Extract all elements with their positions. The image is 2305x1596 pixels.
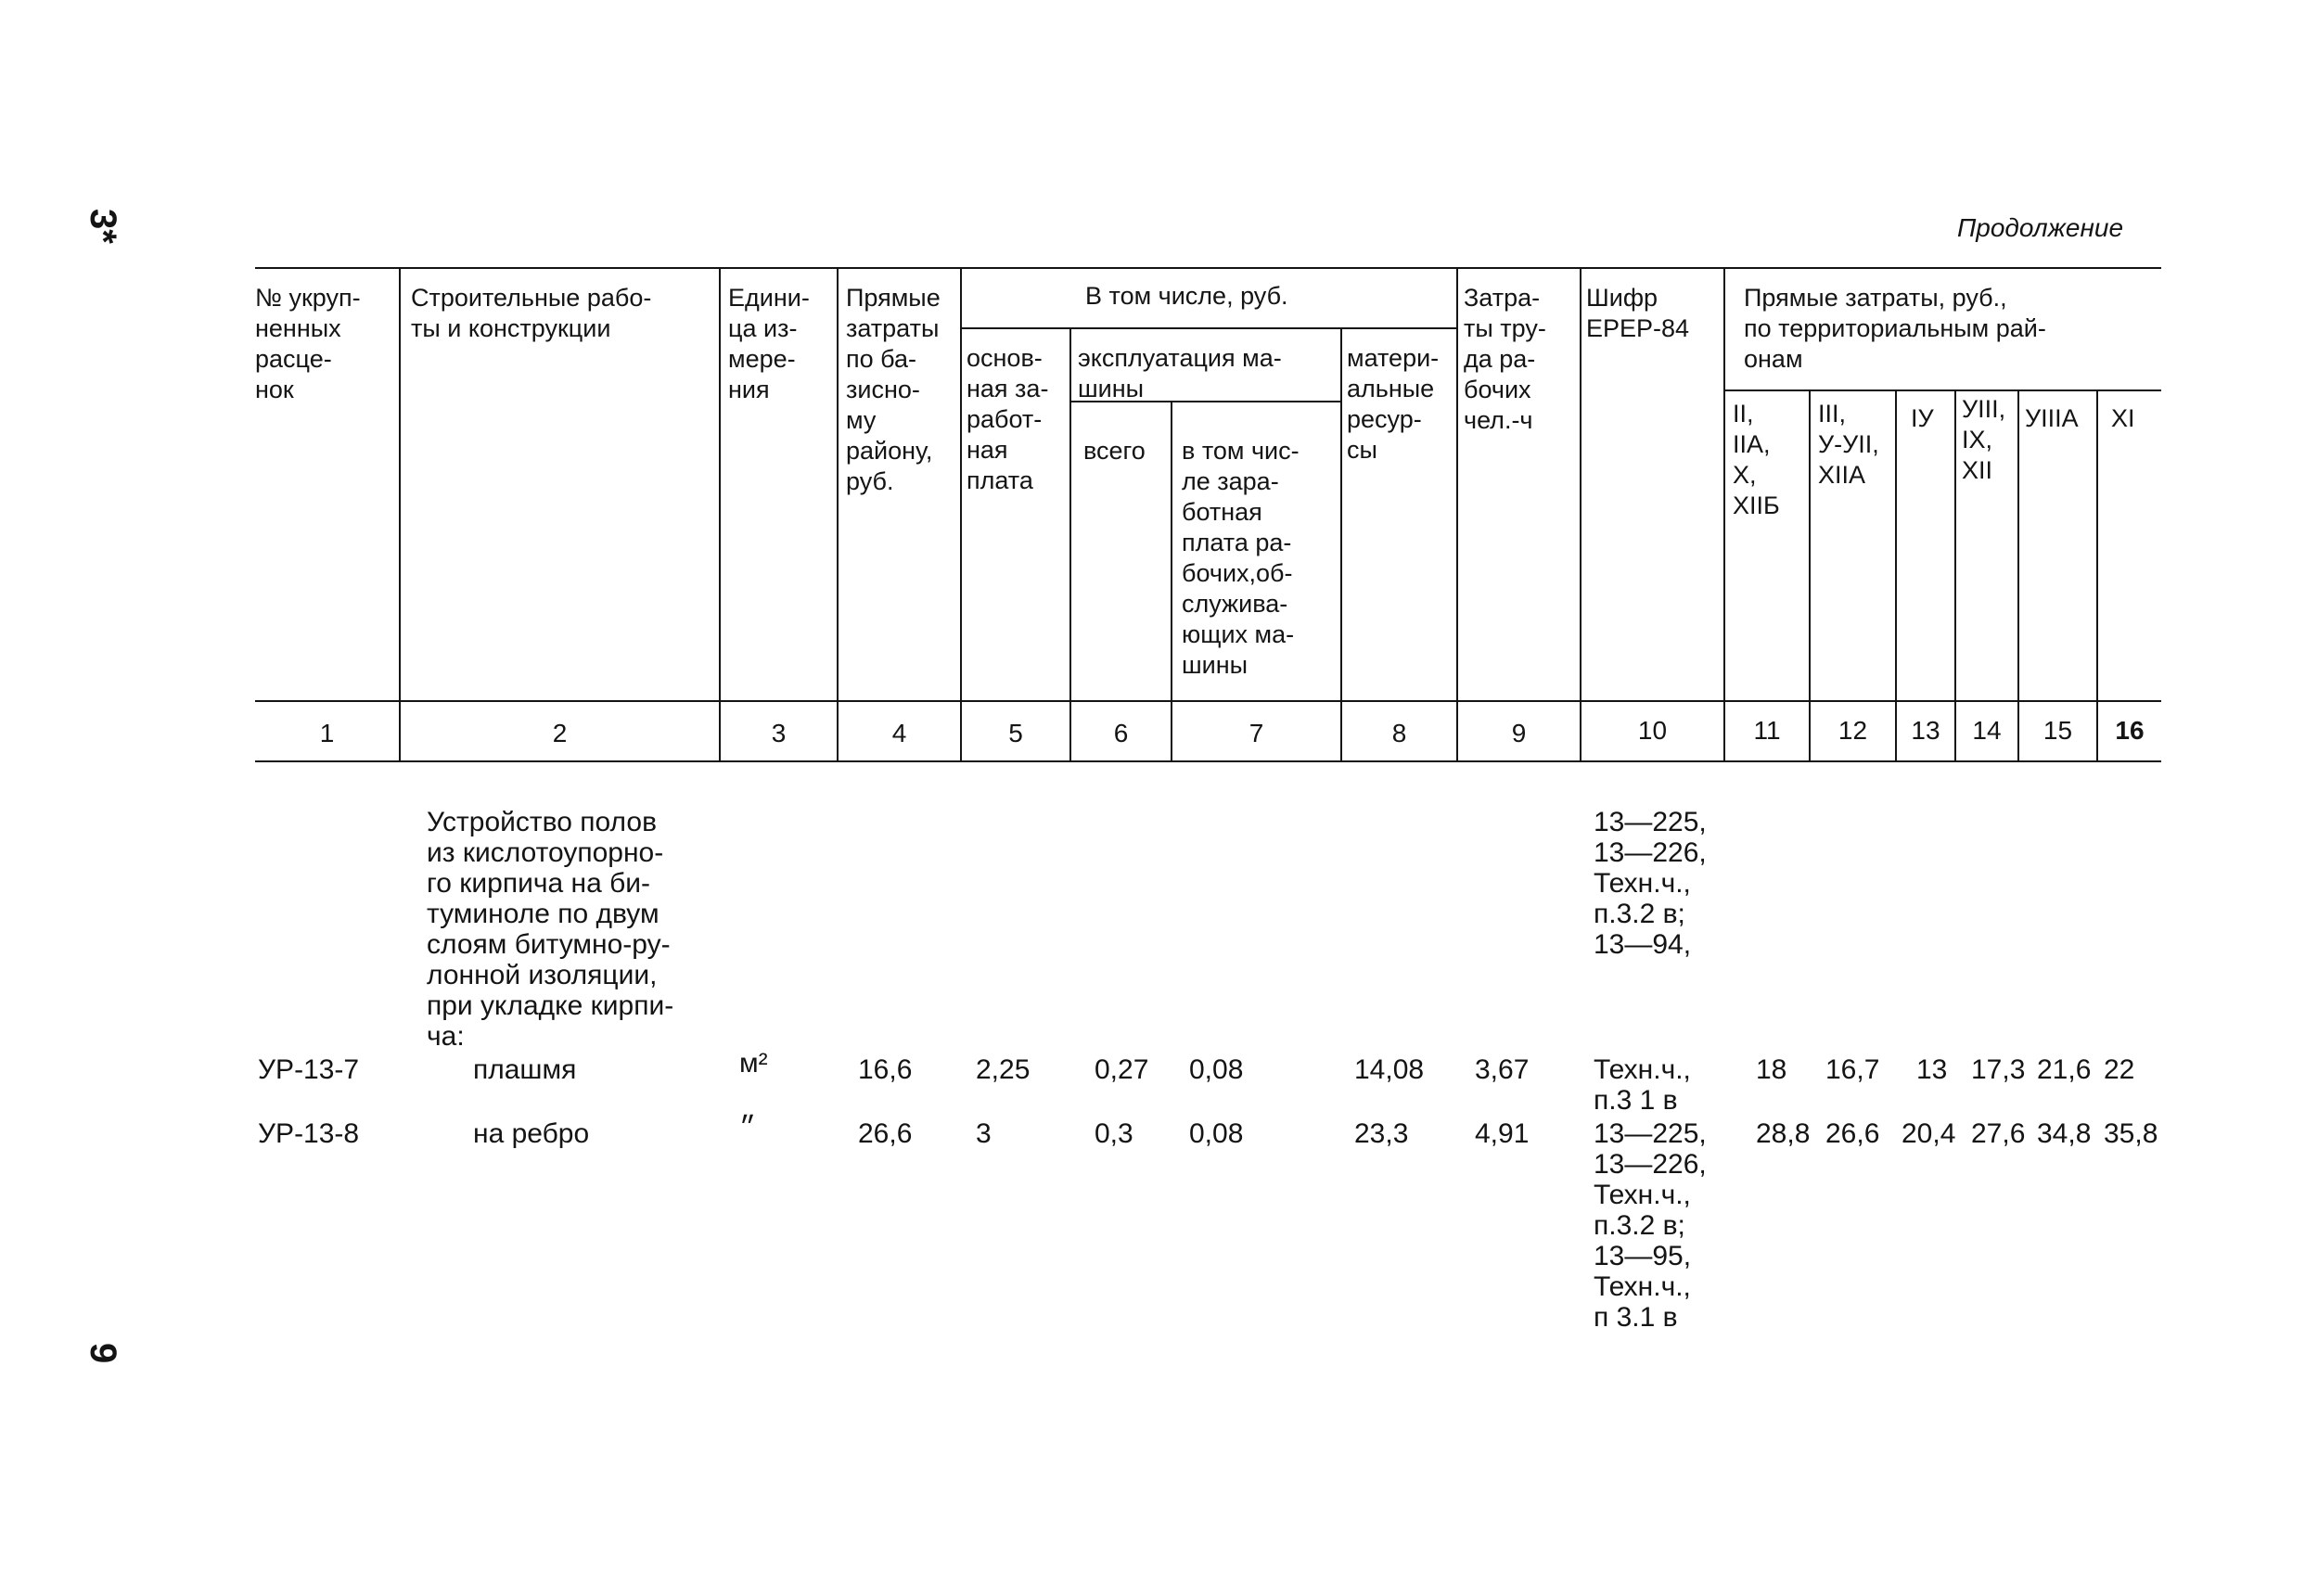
header-unit: Едини- ца из- мере- ния [728, 284, 810, 403]
colnum-bottom-rule [255, 760, 2161, 762]
col-divider-14 [2017, 389, 2019, 760]
row-1-region-11: 18 [1756, 1054, 1787, 1085]
col-divider-2 [719, 267, 721, 760]
column-number: 9 [1511, 719, 1527, 747]
column-number: 15 [2042, 716, 2073, 745]
column-number: 8 [1391, 719, 1407, 747]
column-number: 10 [1637, 716, 1668, 745]
row-2-mach-total: 0,3 [1095, 1118, 1133, 1149]
col-divider-5 [1069, 327, 1071, 760]
row-2-id: УР-13-8 [258, 1118, 360, 1149]
row-1-direct: 16,6 [858, 1054, 913, 1085]
row-2-labor: 4,91 [1475, 1118, 1530, 1149]
row-1-id: УР-13-7 [258, 1054, 360, 1085]
header-group-including: В том числе, руб. [1085, 282, 1288, 310]
row-2-unit: ״ [739, 1113, 757, 1143]
column-number: 1 [319, 719, 335, 747]
row-2-code: 13—225, 13—226, Техн.ч., п.3.2 в; 13—95, Техн.ч., п 3.1 в [1594, 1118, 1707, 1333]
header-region-14: УIII, IX, XII [1962, 395, 2006, 484]
header-base-wage: основ- ная за- работ- ная плата [967, 344, 1049, 494]
column-number: 4 [891, 719, 907, 747]
col-divider-4 [960, 267, 962, 760]
section-code: 13—225, 13—226, Техн.ч., п.3.2 в; 13—94, [1594, 807, 1707, 960]
table-top-rule [255, 267, 2161, 269]
col-divider-11 [1809, 389, 1811, 760]
column-number: 3 [771, 719, 787, 747]
header-labor: Затра- ты тру- да ра- бочих чел.-ч [1464, 284, 1546, 434]
col-divider-6 [1171, 401, 1172, 760]
page-mark-top: 3* [83, 209, 123, 244]
column-number: 2 [552, 719, 568, 747]
column-number: 12 [1838, 716, 1868, 745]
row-2-materials: 23,3 [1354, 1118, 1409, 1149]
row-1-mach-total: 0,27 [1095, 1054, 1149, 1085]
column-number: 6 [1113, 719, 1129, 747]
header-bottom-rule [255, 700, 2161, 702]
row-2-name: на ребро [473, 1118, 590, 1149]
row-2-mach-wage: 0,08 [1189, 1118, 1244, 1149]
header-region-15: УIIIА [2025, 404, 2079, 432]
row-1-region-16: 22 [2104, 1054, 2135, 1085]
header-region-11: II, IIА, X, XIIБ [1733, 400, 1780, 519]
col-divider-7 [1340, 327, 1342, 760]
page-number: 9 [83, 1343, 123, 1364]
header-group-machines: эксплуатация ма- шины [1078, 344, 1282, 402]
col-divider-9 [1580, 267, 1581, 760]
col-divider-15 [2096, 389, 2098, 760]
row-2-region-11: 28,8 [1756, 1118, 1811, 1149]
row-2-region-15: 34,8 [2037, 1118, 2092, 1149]
header-machines-wage: в том чис- ле зара- ботная плата ра- бочих,об- служива- ющих ма- шины [1182, 437, 1300, 679]
header-group-regions: Прямые затраты, руб., по территориальным рай- онам [1744, 284, 2046, 373]
row-1-region-14: 17,3 [1971, 1054, 2026, 1085]
row-1-region-12: 16,7 [1825, 1054, 1880, 1085]
header-materials: матери- альные ресур- сы [1347, 344, 1440, 464]
header-region-12: III, У-УII, XIIА [1818, 400, 1879, 489]
row-2-region-14: 27,6 [1971, 1118, 2026, 1149]
col-divider-3 [837, 267, 839, 760]
col-divider-8 [1456, 267, 1458, 760]
incl-group-rule [960, 327, 1456, 329]
column-number: 16 [2115, 716, 2145, 745]
header-region-16: XI [2111, 404, 2135, 432]
row-1-mach-wage: 0,08 [1189, 1054, 1244, 1085]
section-title: Устройство полов из кислотоупорно- го кирпича на би- туминоле по двум слоям битумно-ру- лонной изоляции, при укладке кирпи- ча: [427, 807, 674, 1052]
row-1-code: Техн.ч., п.3 1 в [1594, 1054, 1691, 1116]
row-1-region-13: 13 [1916, 1054, 1948, 1085]
column-number: 13 [1911, 716, 1940, 745]
row-2-wage: 3 [976, 1118, 992, 1149]
column-number: 5 [1008, 719, 1023, 747]
column-number: 14 [1972, 716, 2002, 745]
row-2-direct: 26,6 [858, 1118, 913, 1149]
continuation-label: Продолжение [1957, 213, 2124, 242]
header-code: Шифр ЕРЕР-84 [1586, 284, 1690, 342]
row-1-name: плашмя [473, 1054, 577, 1085]
header-rate-number: № укруп- ненных расце- нок [255, 284, 361, 403]
column-number: 11 [1753, 716, 1781, 745]
row-1-wage: 2,25 [976, 1054, 1031, 1085]
row-2-region-12: 26,6 [1825, 1118, 1880, 1149]
row-1-unit: м² [739, 1048, 768, 1079]
row-1-region-15: 21,6 [2037, 1054, 2092, 1085]
col-divider-12 [1895, 389, 1897, 760]
col-divider-13 [1954, 389, 1956, 760]
row-2-region-13: 20,4 [1902, 1118, 1956, 1149]
col-divider-1 [399, 267, 401, 760]
header-region-13: IУ [1911, 404, 1934, 432]
col-divider-10 [1723, 267, 1725, 760]
column-number: 7 [1249, 719, 1264, 747]
header-direct-costs: Прямые затраты по ба- зисно- му району, руб. [846, 284, 941, 495]
header-machines-total: всего [1083, 437, 1146, 465]
header-works: Строительные рабо- ты и конструкции [411, 284, 652, 342]
row-2-region-16: 35,8 [2104, 1118, 2158, 1149]
row-1-materials: 14,08 [1354, 1054, 1425, 1085]
row-1-labor: 3,67 [1475, 1054, 1530, 1085]
